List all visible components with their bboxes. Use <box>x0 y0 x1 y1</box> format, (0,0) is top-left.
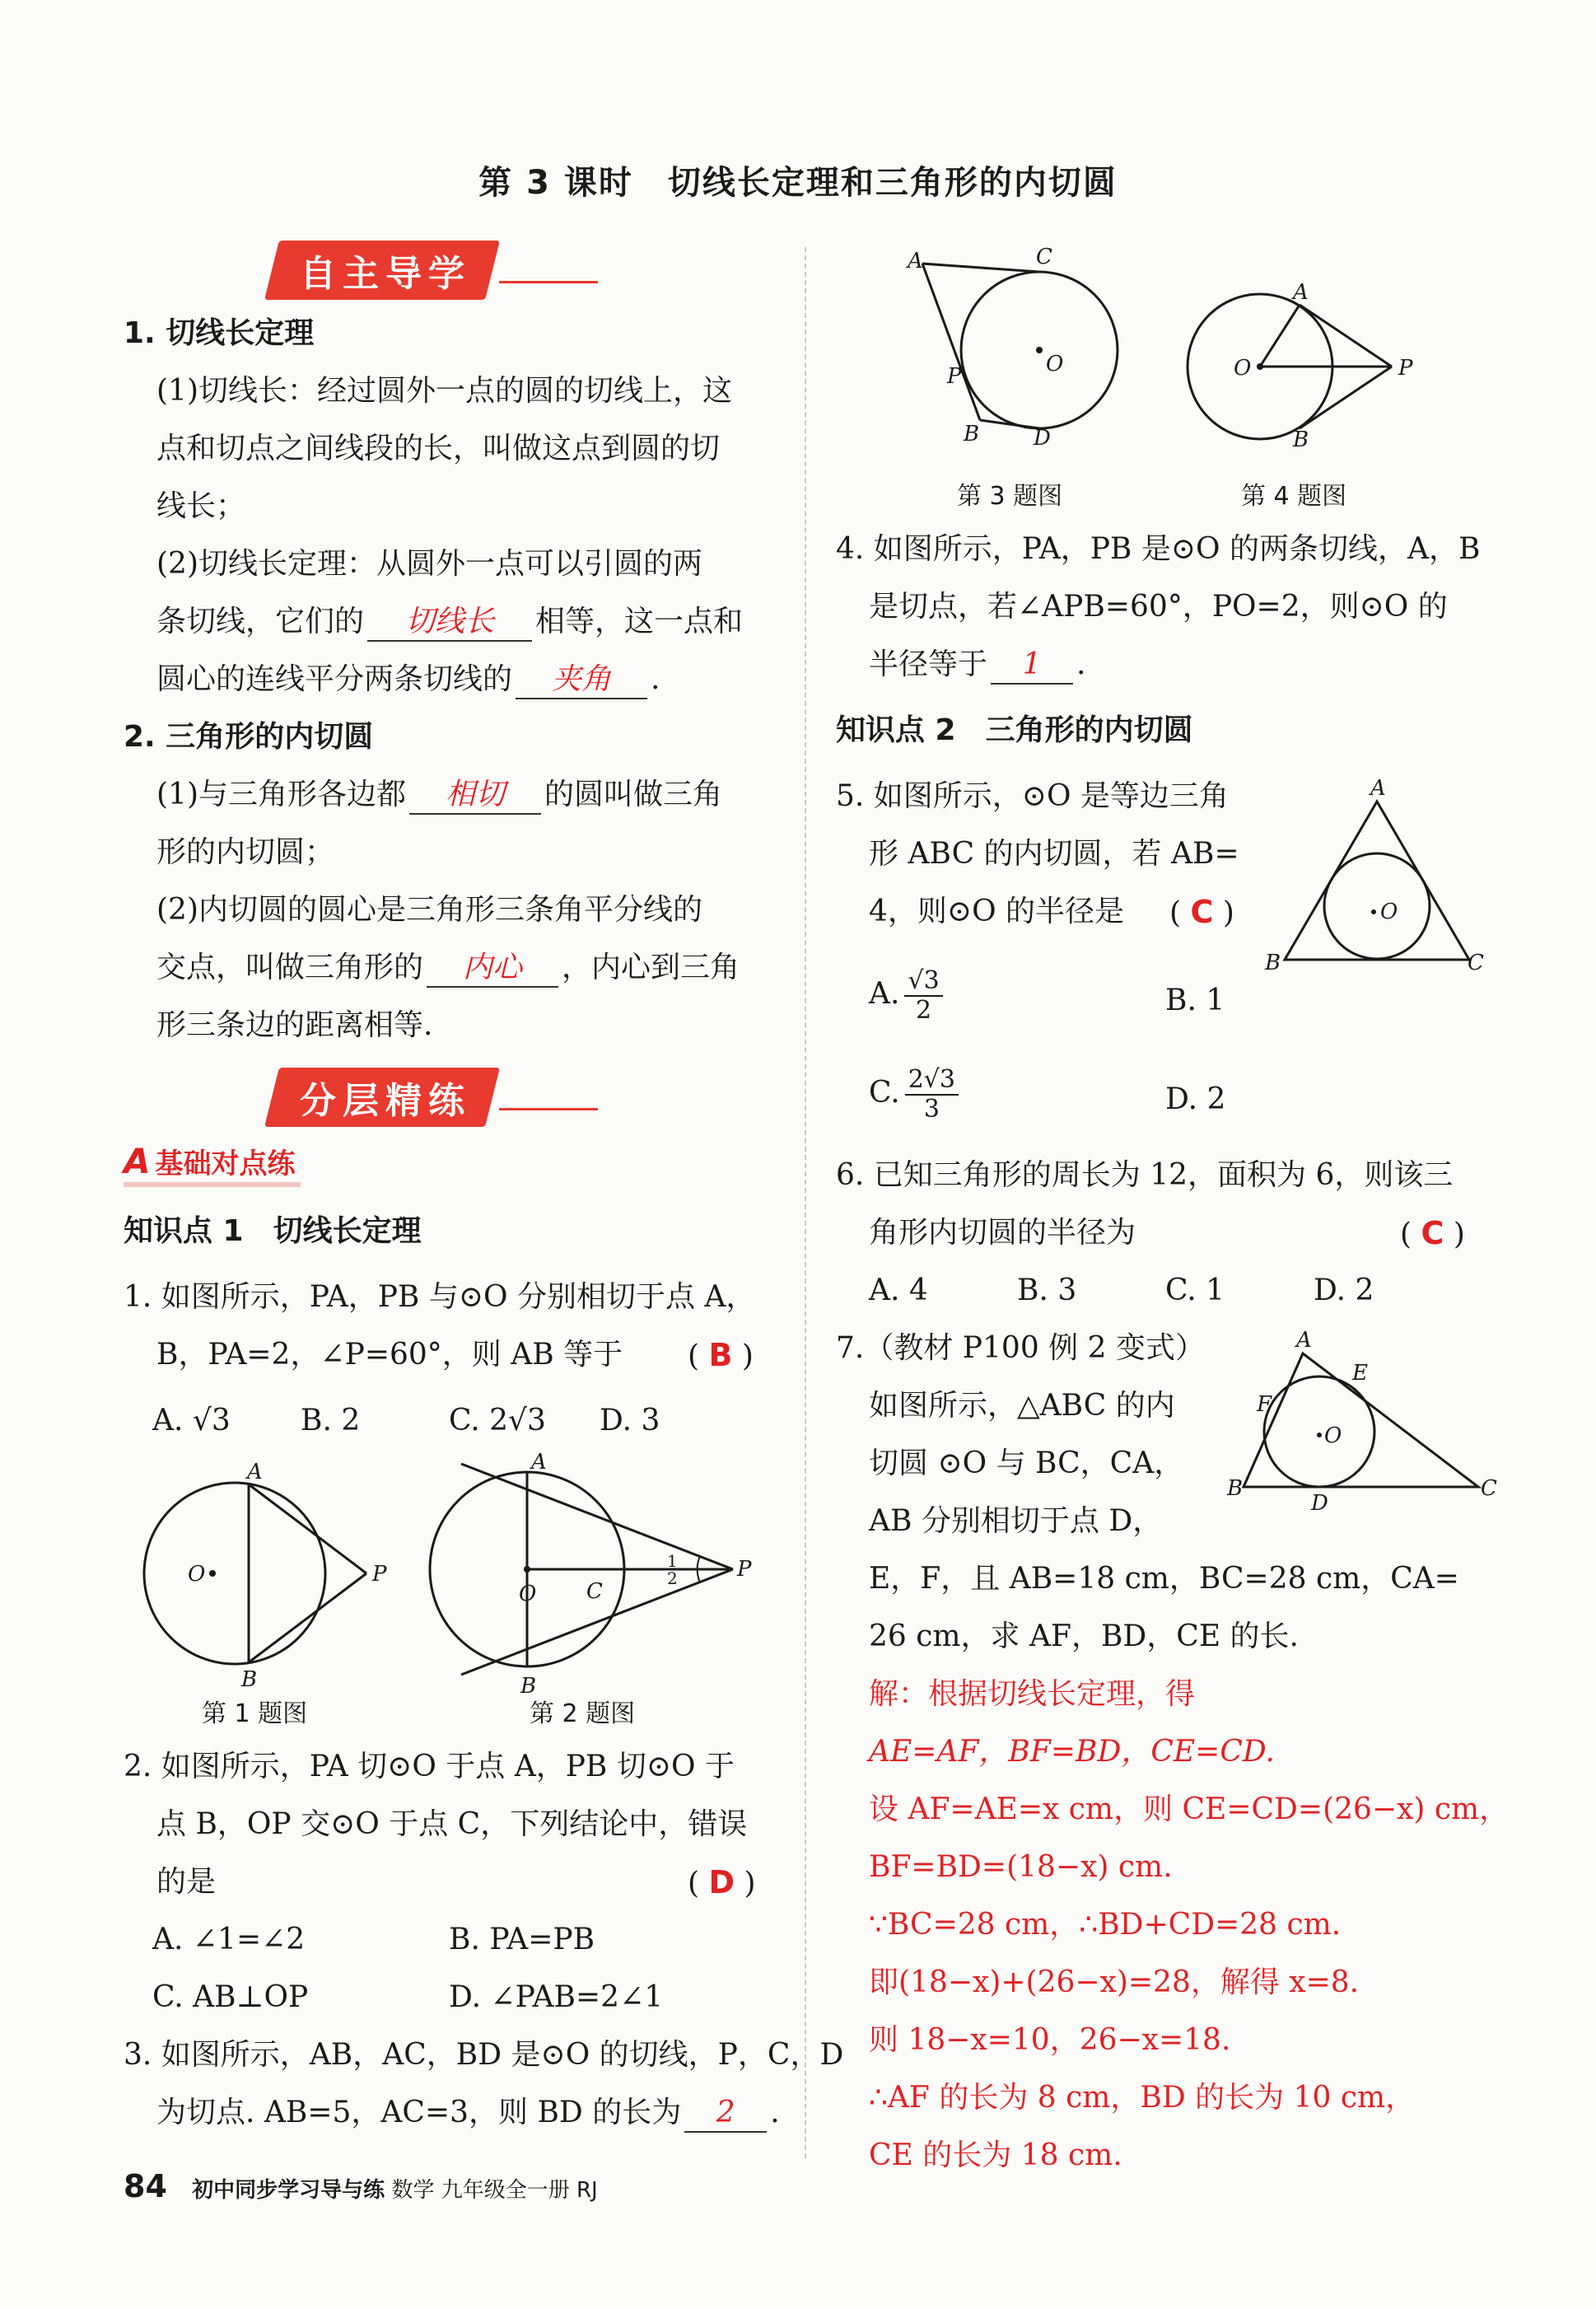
solution-line: ∵BC=28 cm，∴BD+CD=28 cm. <box>869 1908 1342 1942</box>
answer-blank: 夹角 <box>516 661 647 699</box>
svg-text:A: A <box>247 1460 263 1484</box>
svg-text:P: P <box>1398 356 1413 381</box>
sub-section-basic-practice <box>124 1141 301 1181</box>
figure-4-caption: 第 4 题图 <box>1241 482 1347 511</box>
figure-3 <box>898 243 1145 457</box>
q5-line: 4，则⊙O 的半径是 <box>869 895 1125 928</box>
q6-answer-letter: C <box>1421 1215 1444 1251</box>
svg-text:O: O <box>519 1582 537 1606</box>
svg-text:O: O <box>1234 356 1252 381</box>
svg-text:O: O <box>1046 352 1064 376</box>
q2-option: B. PA=PB <box>449 1923 595 1956</box>
svg-text:D: D <box>1034 426 1051 451</box>
q4-line: 4. 如图所示，PA，PB 是⊙O 的两条切线，A，B <box>836 532 1481 566</box>
q7-line: 26 cm，求 AF，BD，CE 的长. <box>869 1620 1300 1653</box>
svg-text:C: C <box>1468 951 1484 975</box>
q6-line: 6. 已知三角形的周长为 12，面积为 6，则该三 <box>836 1158 1454 1192</box>
answer-blank: 内心 <box>427 950 558 988</box>
q3-line-with-blank <box>156 2084 780 2142</box>
text-line-with-blank <box>156 593 743 651</box>
q4-line: 是切点，若∠APB=60°，PO=2，则⊙O 的 <box>869 590 1448 624</box>
svg-text:A: A <box>531 1450 547 1475</box>
text-fragment: 为切点. AB=5，AC=3，则 BD 的长为 <box>156 2096 682 2129</box>
q1-option: D. 3 <box>600 1404 660 1437</box>
svg-text:B: B <box>1265 951 1281 975</box>
figure-2 <box>420 1450 766 1699</box>
q2-answer: ( D ) <box>688 1864 756 1900</box>
figure-4 <box>1178 280 1441 457</box>
q2-option: A. ∠1=∠2 <box>152 1923 306 1956</box>
column-divider <box>805 247 806 2158</box>
q6-option: D. 2 <box>1314 1274 1374 1307</box>
svg-text:E: E <box>1352 1361 1368 1386</box>
q1-answer-letter: B <box>708 1337 733 1373</box>
option-label: A. <box>869 977 900 1011</box>
text-fragment: . <box>1076 647 1086 681</box>
page-footer <box>124 2168 598 2204</box>
q7-line: E，F，且 AB=18 cm，BC=28 cm，CA= <box>869 1562 1459 1596</box>
svg-text:A: A <box>1370 776 1386 801</box>
q5-line: 形 ABC 的内切圆，若 AB= <box>869 837 1239 871</box>
q2-line: 2. 如图所示，PA 切⊙O 于点 A，PB 切⊙O 于 <box>124 1750 735 1783</box>
solution-line: 解：根据切线长定理，得 <box>869 1677 1196 1711</box>
svg-text:O: O <box>1324 1423 1342 1448</box>
svg-text:O: O <box>188 1562 206 1587</box>
q5-option-c <box>869 1064 964 1124</box>
q2-option: C. AB⊥OP <box>152 1980 309 2014</box>
svg-text:B: B <box>1227 1476 1244 1501</box>
svg-text:A: A <box>908 249 923 273</box>
figure-5 <box>1260 778 1491 976</box>
svg-text:1: 1 <box>667 1551 678 1571</box>
text-fragment: 的圆叫做三角 <box>544 778 723 811</box>
svg-text:P: P <box>947 364 962 389</box>
section-header-practice <box>272 1068 598 1127</box>
solution-line: 则 18−x=10，26−x=18. <box>869 2023 1231 2057</box>
svg-text:D: D <box>1311 1491 1328 1516</box>
q5-line: 5. 如图所示，⊙O 是等边三角 <box>836 779 1229 813</box>
q7-line: 7.（教材 P100 例 2 变式） <box>836 1331 1205 1365</box>
svg-text:B: B <box>241 1667 258 1692</box>
svg-text:B: B <box>520 1674 537 1699</box>
text-line: 形三条边的距离相等. <box>156 1008 433 1042</box>
svg-text:A: A <box>1296 1328 1312 1353</box>
svg-text:C: C <box>1481 1476 1497 1501</box>
text-fragment: (1)与三角形各边都 <box>156 778 406 811</box>
q6-line: 角形内切圆的半径为 <box>869 1216 1136 1250</box>
q7-line: AB 分别相切于点 D， <box>869 1504 1163 1538</box>
q2-answer-letter: D <box>708 1864 735 1900</box>
heading-incircle: 2. 三角形的内切圆 <box>124 720 374 754</box>
figure-3-caption: 第 3 题图 <box>957 482 1063 511</box>
q5-option-b: B. 1 <box>1165 984 1225 1017</box>
book-title: 初中同步学习导与练 <box>192 2178 385 2203</box>
figure-2-caption: 第 2 题图 <box>530 1699 636 1728</box>
section-header-self-study <box>272 241 598 300</box>
fraction-denominator: 3 <box>923 1095 940 1124</box>
q1-option: C. 2√3 <box>449 1404 546 1437</box>
text-line: 形的内切圆； <box>156 835 335 869</box>
q2-option: D. ∠PAB=2∠1 <box>449 1980 664 2014</box>
section-header-label: 分层精练 <box>300 1080 471 1122</box>
sub-section-label: 基础对点练 <box>155 1147 296 1180</box>
text-line: 点和切点之间线段的长，叫做这点到圆的切 <box>156 432 721 465</box>
text-fragment: 半径等于 <box>869 647 988 681</box>
page-number: 84 <box>124 2168 167 2204</box>
answer-blank: 相切 <box>409 777 541 815</box>
q6-option: A. 4 <box>869 1274 928 1307</box>
option-label: C. <box>869 1076 900 1110</box>
solution-line: 即(18−x)+(26−x)=28，解得 x=8. <box>869 1965 1360 1999</box>
svg-text:A: A <box>1293 280 1309 305</box>
level-letter: A <box>124 1141 151 1181</box>
answer-blank: 切线长 <box>367 604 532 642</box>
q6-option: B. 3 <box>1017 1274 1077 1307</box>
text-fragment: 圆心的连线平分两条切线的 <box>156 662 513 696</box>
text-fragment: ，内心到三角 <box>562 951 740 984</box>
q1-line: 1. 如图所示，PA，PB 与⊙O 分别相切于点 A， <box>124 1280 756 1314</box>
section-header-label: 自主导学 <box>300 253 471 295</box>
text-fragment: . <box>770 2096 780 2129</box>
q1-option: A. √3 <box>152 1404 231 1437</box>
solution-line: ∴AF 的长为 8 cm，BD 的长为 10 cm， <box>869 2081 1416 2115</box>
figure-1-caption: 第 1 题图 <box>202 1699 308 1728</box>
svg-text:C: C <box>586 1579 603 1604</box>
text-line: (2)内切圆的圆心是三角形三条角平分线的 <box>156 893 702 927</box>
q3-answer-blank: 2 <box>684 2095 767 2133</box>
text-line: (2)切线长定理：从圆外一点可以引圆的两 <box>156 547 702 581</box>
solution-line: CE 的长为 18 cm. <box>869 2138 1122 2172</box>
q2-line: 点 B，OP 交⊙O 于点 C，下列结论中，错误 <box>156 1807 748 1841</box>
q1-answer: ( B ) <box>688 1337 754 1373</box>
text-line: 线长； <box>156 489 246 523</box>
solution-line: BF=BD=(18−x) cm. <box>869 1850 1173 1884</box>
q7-line: 切圆 ⊙O 与 BC，CA， <box>869 1447 1184 1480</box>
q5-answer-letter: C <box>1190 894 1214 930</box>
q6-answer: ( C ) <box>1400 1215 1465 1251</box>
solution-line: 设 AF=AE=x cm，则 CE=CD=(26−x) cm， <box>869 1793 1510 1826</box>
q5-option-d: D. 2 <box>1165 1082 1226 1116</box>
figure-7 <box>1227 1330 1499 1520</box>
text-fragment: 条切线，它们的 <box>156 605 365 638</box>
fraction-numerator: 2√3 <box>905 1066 959 1096</box>
fraction <box>905 1066 959 1124</box>
text-line: (1)切线长：经过圆外一点的圆的切线上，这 <box>156 374 732 408</box>
svg-text:B: B <box>964 422 980 446</box>
fraction-denominator: 2 <box>916 996 932 1025</box>
fraction-numerator: √3 <box>904 967 942 997</box>
text-line-with-blank <box>156 651 660 708</box>
q2-line: 的是 <box>156 1865 217 1899</box>
q5-answer: ( C ) <box>1169 894 1234 930</box>
knowledge-point-2: 知识点 2 三角形的内切圆 <box>836 713 1193 747</box>
text-fragment: 交点，叫做三角形的 <box>156 951 424 984</box>
q1-option: B. 2 <box>301 1404 361 1437</box>
knowledge-point-1: 知识点 1 切线长定理 <box>124 1214 422 1248</box>
q5-option-a <box>869 965 948 1025</box>
figure-1 <box>124 1460 404 1692</box>
q6-option: C. 1 <box>1165 1274 1225 1307</box>
svg-text:B: B <box>1293 428 1309 452</box>
text-fragment: . <box>651 662 660 696</box>
q3-line: 3. 如图所示，AB，AC，BD 是⊙O 的切线，P，C，D <box>124 2038 844 2072</box>
svg-text:2: 2 <box>667 1568 678 1588</box>
svg-text:O: O <box>1380 900 1398 924</box>
text-line-with-blank <box>156 766 722 824</box>
page-title: 第 3 课时 切线长定理和三角形的内切圆 <box>478 164 1118 202</box>
text-line-with-blank <box>156 939 740 997</box>
svg-text:F: F <box>1257 1392 1272 1417</box>
book-meta: 数学 九年级全一册 RJ <box>391 2178 598 2203</box>
heading-tangent-length-theorem: 1. 切线长定理 <box>124 316 315 350</box>
fraction <box>904 967 942 1025</box>
q1-line: B，PA=2，∠P=60°，则 AB 等于 <box>156 1338 623 1372</box>
q7-line: 如图所示，△ABC 的内 <box>869 1389 1175 1423</box>
text-fragment: 相等，这一点和 <box>535 605 744 638</box>
svg-text:P: P <box>372 1562 387 1587</box>
svg-text:C: C <box>1036 245 1052 269</box>
q4-line-with-blank <box>869 636 1085 694</box>
svg-text:P: P <box>737 1557 752 1582</box>
q4-answer-blank: 1 <box>991 647 1073 685</box>
solution-line: AE=AF，BF=BD，CE=CD. <box>869 1735 1275 1769</box>
